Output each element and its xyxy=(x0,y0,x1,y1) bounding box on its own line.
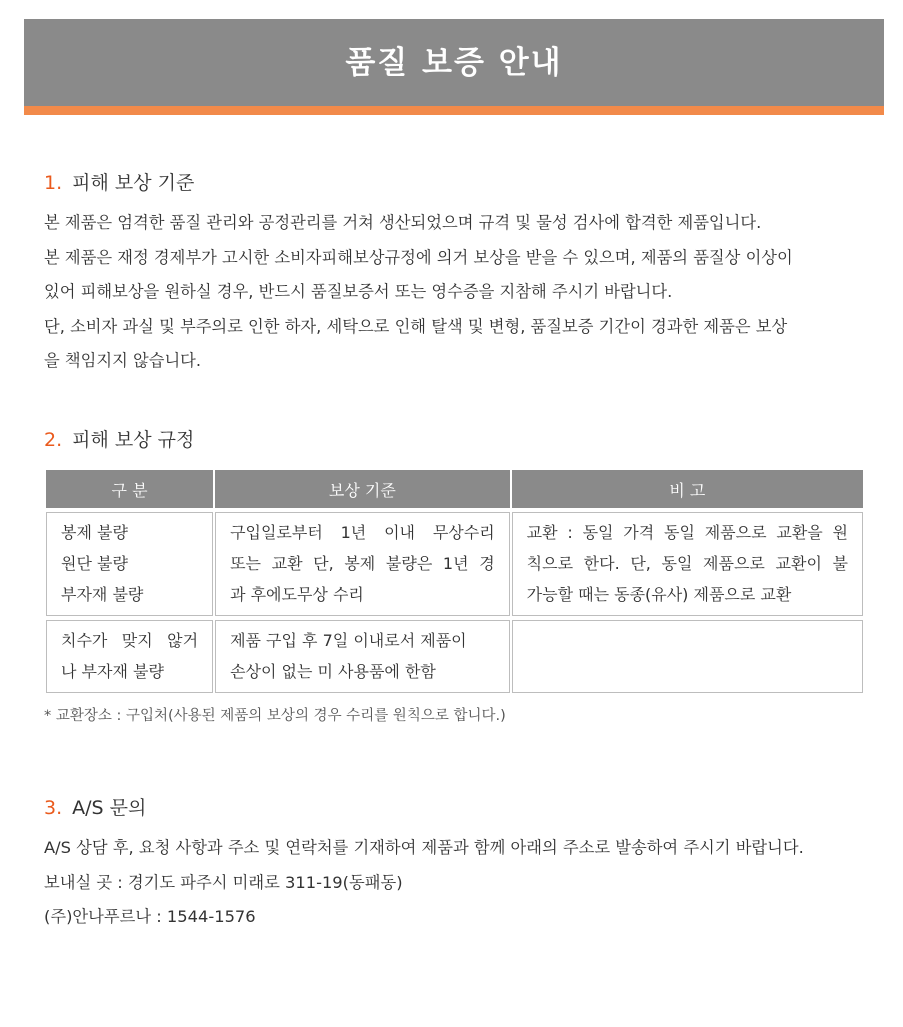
cell-line: 치수가 맞지 않거 xyxy=(61,631,199,650)
table-header-criteria: 보상 기준 xyxy=(215,470,510,508)
table-row xyxy=(46,620,863,693)
section-3-phone: (주)안나푸르나 : 1544-1576 xyxy=(44,907,256,926)
section-2-number: 2. xyxy=(44,429,63,451)
section-1-line: 을 책임지지 않습니다. xyxy=(44,351,202,370)
cell-line: 손상이 없는 미 사용품에 한함 xyxy=(230,662,436,681)
table-header-category: 구 분 xyxy=(46,470,213,508)
cell-line: 부자재 불량 xyxy=(61,585,144,604)
section-3-heading xyxy=(44,793,874,820)
section-as-inquiry xyxy=(44,793,874,935)
table-cell-category xyxy=(46,512,213,616)
cell-line: 제품 구입 후 7일 이내로서 제품이 xyxy=(230,631,467,650)
cell-line: 칙으로 한다. 단, 동일 제품으로 교환이 불 xyxy=(526,554,848,573)
page-header xyxy=(24,19,884,115)
cell-line: 과 후에도무상 수리 xyxy=(230,585,364,604)
section-3-title: A/S 문의 xyxy=(72,797,147,819)
section-3-address: 보내실 곳 : 경기도 파주시 미래로 311-19(동패동) xyxy=(44,872,403,892)
section-3-body xyxy=(44,831,874,935)
section-3-number: 3. xyxy=(44,797,63,819)
compensation-table xyxy=(44,470,865,693)
cell-line: 또는 교환 단, 봉제 불량은 1년 경 xyxy=(230,554,495,573)
section-1-line: 단, 소비자 과실 및 부주의로 인한 하자, 세탁으로 인해 탈색 및 변형, 품질보증 기간이 경과한 제품은 보상 xyxy=(44,316,788,336)
table-row xyxy=(46,512,863,616)
section-2-heading xyxy=(44,425,874,452)
section-1-body xyxy=(44,206,874,379)
table-cell-category xyxy=(46,620,213,693)
exchange-place-note: * 교환장소 : 구입처(사용된 제품의 보상의 경우 수리를 원칙으로 합니다.) xyxy=(44,708,506,724)
cell-line: 봉제 불량 xyxy=(61,523,128,542)
section-damage-compensation-criteria xyxy=(44,168,874,379)
table-cell-remark xyxy=(512,512,863,616)
section-1-line: 본 제품은 재정 경제부가 고시한 소비자피해보상규정에 의거 보상을 받을 수 있으며, 제품의 품질상 이상이 xyxy=(44,247,793,267)
cell-line: 교환 : 동일 가격 동일 제품으로 교환을 원 xyxy=(526,523,848,542)
section-damage-compensation-rules xyxy=(44,425,874,452)
table-cell-criteria xyxy=(215,620,510,693)
cell-line: 구입일로부터 1년 이내 무상수리 xyxy=(230,523,495,542)
section-1-heading xyxy=(44,168,874,195)
table-cell-remark xyxy=(512,620,863,693)
table-cell-criteria xyxy=(215,512,510,616)
section-1-number: 1. xyxy=(44,172,63,194)
cell-line: 가능할 때는 동종(유사) 제품으로 교환 xyxy=(526,585,792,604)
section-1-title: 피해 보상 기준 xyxy=(72,172,195,194)
table-header-row xyxy=(46,470,863,508)
page-title: 품질 보증 안내 xyxy=(345,45,563,81)
section-1-line: 있어 피해보상을 원하실 경우, 반드시 품질보증서 또는 영수증을 지참해 주시기 바랍니다. xyxy=(44,282,673,301)
section-2-title: 피해 보상 규정 xyxy=(72,429,195,451)
section-3-line: A/S 상담 후, 요청 사항과 주소 및 연락처를 기재하여 제품과 함께 아래의 주소로 발송하여 주시기 바랍니다. xyxy=(44,838,804,857)
cell-line: 나 부자재 불량 xyxy=(61,662,164,681)
table-header-remark: 비 고 xyxy=(512,470,863,508)
section-1-line: 본 제품은 엄격한 품질 관리와 공정관리를 거쳐 생산되었으며 규격 및 물성 검사에 합격한 제품입니다. xyxy=(44,213,762,232)
cell-line: 원단 불량 xyxy=(61,554,128,573)
